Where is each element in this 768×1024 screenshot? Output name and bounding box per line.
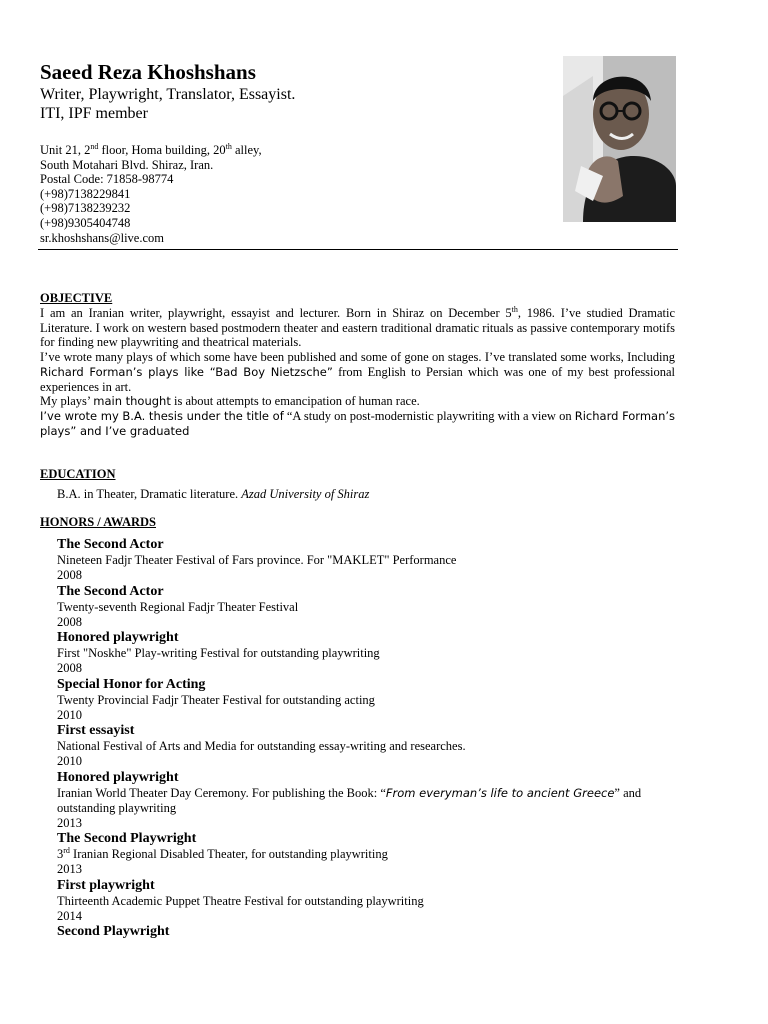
- award-title: First essayist: [57, 723, 135, 738]
- objective-body: [40, 306, 675, 438]
- award-year: 2008: [57, 661, 82, 675]
- award-item: [57, 923, 677, 940]
- awards-list: [57, 536, 677, 940]
- education-entry: B.A. in Theater, Dramatic literature. Azad University of Shiraz: [57, 487, 370, 501]
- award-title: Honored playwright: [57, 769, 179, 785]
- award-description: Thirteenth Academic Puppet Theatre Festival for outstanding playwriting: [57, 893, 424, 908]
- award-year: 2010: [57, 707, 82, 722]
- person-name: Saeed Reza Khoshshans: [40, 60, 256, 84]
- award-year: 2013: [57, 815, 82, 830]
- award-item: [57, 536, 677, 583]
- award-description: Nineteen Fadjr Theater Festival of Fars province. For "MAKLET" Performance: [57, 553, 457, 567]
- award-title: The Second Playwright: [57, 831, 197, 846]
- award-title: Special Honor for Acting: [57, 676, 206, 692]
- award-title: The Second Actor: [57, 583, 164, 599]
- award-title: Second Playwright: [57, 924, 170, 939]
- phone-3: (+98)9305404748: [40, 215, 131, 230]
- award-year: 2008: [57, 568, 82, 582]
- honors-heading: HONORS / AWARDS: [40, 515, 156, 529]
- award-item: [57, 583, 677, 630]
- phone-2: (+98)7138239232: [40, 201, 131, 216]
- address-line-1: Unit 21, 2nd floor, Homa building, 20th alley,: [40, 141, 262, 157]
- award-item: [57, 769, 677, 831]
- award-title: First playwright: [57, 877, 155, 893]
- award-description: Twenty Provincial Fadjr Theater Festival for outstanding acting: [57, 692, 375, 707]
- award-year: 2008: [57, 614, 82, 629]
- header-divider: [38, 249, 678, 250]
- address-line-2: South Motahari Blvd. Shiraz, Iran.: [40, 157, 214, 172]
- award-title: Honored playwright: [57, 630, 179, 645]
- objective-heading: OBJECTIVE: [40, 291, 113, 305]
- person-role: Writer, Playwright, Translator, Essayist.: [40, 86, 296, 103]
- award-description: Iranian World Theater Day Ceremony. For publishing the Book: “From everyman’s life to ancient Greece” and outstanding playwriting: [57, 785, 642, 815]
- objective-paragraph-2: I’ve wrote many plays of which some have been published and some of gone on stages. I’ve translated some works, Including Richard Forman’s plays like “Bad Boy Nietzsche” from English to Persian which was one of my best professional experiences in art.: [40, 350, 675, 394]
- objective-paragraph-4: I’ve wrote my B.A. thesis under the title of “A study on post-modernistic playwriting with a view on Richard Forman’s plays” and I’ve graduated: [40, 408, 676, 438]
- education-heading: EDUCATION: [40, 467, 116, 481]
- award-description: First "Noskhe" Play-writing Festival for outstanding playwriting: [57, 646, 380, 660]
- award-item: [57, 629, 677, 676]
- award-description: National Festival of Arts and Media for outstanding essay-writing and researches.: [57, 739, 466, 753]
- award-year: 2010: [57, 754, 82, 768]
- award-item: [57, 877, 677, 924]
- email: sr.khoshshans@live.com: [40, 230, 165, 245]
- contact-block: [40, 143, 262, 245]
- objective-paragraph-3: My plays’ main thought is about attempts to emancipation of human race.: [40, 394, 420, 409]
- award-description: Twenty-seventh Regional Fadjr Theater Festival: [57, 599, 299, 614]
- portrait-photo: [563, 56, 676, 222]
- award-item: [57, 830, 677, 877]
- award-year: 2014: [57, 908, 82, 923]
- award-item: [57, 676, 677, 723]
- award-description: 3rd Iranian Regional Disabled Theater, for outstanding playwriting: [57, 845, 388, 861]
- objective-paragraph-1: I am an Iranian writer, playwright, essayist and lecturer. Born in Shiraz on December 5th, 1986. I’ve studied Dramatic Literature. I work on western based postmodern theater and eastern traditional dramatic rituals as passive contemporary motifs for finding new playwriting and theatrical materials.: [40, 304, 675, 350]
- postal-code: Postal Code: 71858-98774: [40, 172, 174, 187]
- award-year: 2013: [57, 862, 82, 876]
- portrait-illustration: [563, 56, 676, 222]
- phone-1: (+98)7138229841: [40, 186, 131, 201]
- membership: ITI, IPF member: [40, 105, 148, 122]
- award-title: The Second Actor: [57, 537, 164, 552]
- award-item: [57, 722, 677, 769]
